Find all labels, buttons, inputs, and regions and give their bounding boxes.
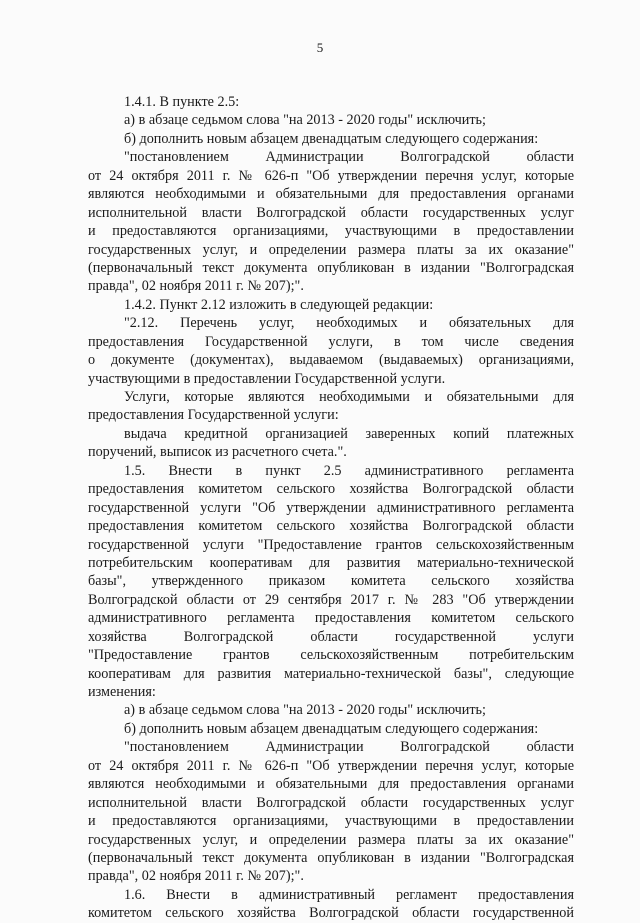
text-line: государственных услуг, и определении размера платы за их оказание" xyxy=(88,831,574,848)
text-line: являются необходимыми и обязательными для предоставления органами xyxy=(88,186,574,203)
text-line: а) в абзаце седьмом слова "на 2013 - 2020 годы" исключить; xyxy=(124,702,486,719)
text-line: предоставления комитетом сельского хозяйства Волгоградской области xyxy=(88,518,574,535)
text-line: комитетом сельского хозяйства Волгоградской области государственной xyxy=(88,905,574,922)
text-line: выдача кредитной организацией заверенных копий платежных xyxy=(124,425,574,442)
text-line: "2.12. Перечень услуг, необходимых и обязательных для xyxy=(124,315,574,332)
text-line: предоставления Государственной услуги, в том числе сведения xyxy=(88,333,574,350)
text-line: (первоначальный текст документа опубликован в издании "Волгоградская xyxy=(88,849,574,866)
text-line: 1.4.1. В пункте 2.5: xyxy=(124,94,240,110)
text-line: участвующими в предоставлении Государственной услуги. xyxy=(88,370,446,387)
text-line: б) дополнить новым абзацем двенадцатым следующего содержания: xyxy=(124,720,539,737)
text-line: предоставления комитетом сельского хозяйства Волгоградской области xyxy=(88,481,574,498)
text-line: административного регламента предоставления комитетом сельского xyxy=(88,610,574,627)
text-line: государственной услуги "Предоставление грантов сельскохозяйственным xyxy=(88,536,574,553)
text-line: базы", утвержденного приказом комитета сельского хозяйства xyxy=(88,573,574,590)
text-line: "постановлением Администрации Волгоградской области xyxy=(124,739,574,756)
text-line: (первоначальный текст документа опубликован в издании "Волгоградская xyxy=(88,259,574,276)
text-line: 1.6. Внести в административный регламент предоставления xyxy=(124,886,574,903)
text-line: 1.5. Внести в пункт 2.5 административного регламента xyxy=(124,462,574,479)
text-line: предоставления Государственной услуги: xyxy=(88,407,339,424)
text-line: и предоставляются организациями, участвующими в предоставлении xyxy=(88,813,574,830)
text-line: от 24 октября 2011 г. № 626-п "Об утверждении перечня услуг, которые xyxy=(88,757,574,774)
text-line: "постановлением Администрации Волгоградской области xyxy=(124,149,574,166)
text-line: б) дополнить новым абзацем двенадцатым следующего содержания: xyxy=(124,130,539,147)
text-line: от 24 октября 2011 г. № 626-п "Об утверждении перечня услуг, которые xyxy=(88,167,574,184)
text-line: о документе (документах), выдаваемом (выдаваемых) организациями, xyxy=(88,352,574,369)
text-line: правда", 02 ноября 2011 г. № 207);". xyxy=(88,278,304,295)
document-body xyxy=(88,93,574,923)
text-line: Волгоградской области от 29 сентября 2017 г. № 283 "Об утверждении xyxy=(88,591,574,608)
text-line: "Предоставление грантов сельскохозяйственным потребительским xyxy=(88,647,574,664)
text-line: и предоставляются организациями, участвующими в предоставлении xyxy=(88,223,574,240)
text-line: поручений, выписок из расчетного счета.". xyxy=(88,444,347,461)
text-line: исполнительной власти Волгоградской области государственных услуг xyxy=(88,794,574,811)
text-line: хозяйства Волгоградской области государственной услуги xyxy=(88,628,574,645)
text-line: потребительским кооперативам для развития материально-технической xyxy=(88,554,574,571)
text-line: изменения: xyxy=(88,684,156,700)
text-line: кооперативам для развития материально-технической базы", следующие xyxy=(88,665,574,682)
text-line: 1.4.2. Пункт 2.12 изложить в следующей редакции: xyxy=(124,296,434,313)
text-line: правда", 02 ноября 2011 г. № 207);". xyxy=(88,868,304,885)
text-line: Услуги, которые являются необходимыми и обязательными для xyxy=(124,389,574,405)
text-line: государственных услуг, и определении размера платы за их оказание" xyxy=(88,241,574,258)
text-line: государственной услуги "Об утверждении административного регламента xyxy=(88,499,574,516)
text-line: являются необходимыми и обязательными для предоставления органами xyxy=(88,776,574,793)
text-line: исполнительной власти Волгоградской области государственных услуг xyxy=(88,204,574,221)
text-line: а) в абзаце седьмом слова "на 2013 - 2020 годы" исключить; xyxy=(124,112,486,129)
page-number: 5 xyxy=(316,40,324,55)
